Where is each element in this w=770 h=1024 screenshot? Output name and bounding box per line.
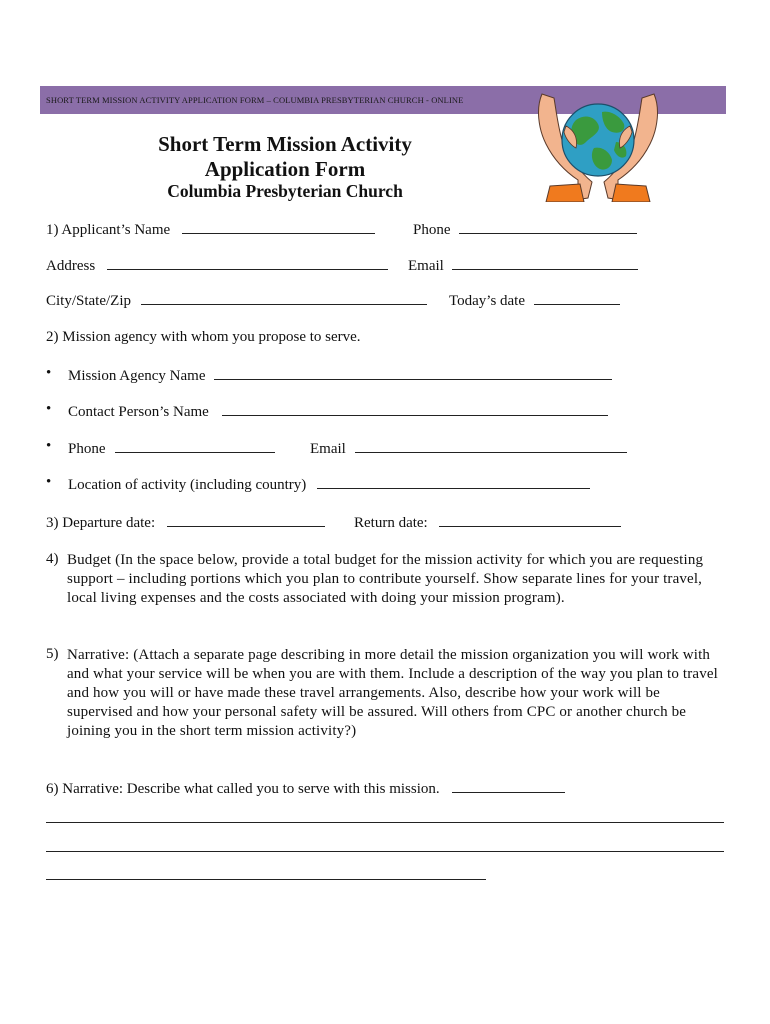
section6-label: 6) Narrative: Describe what called you to serve with this mission. [46,781,440,797]
agency-name-field[interactable] [214,365,612,380]
narrative-instructions: Narrative: (Attach a separate page describing in more detail the mission organization you will work with and what your service will be when you are with them. Include a description of the way you plan to travel and how you will or have made these travel arrangements. Also, describe how your work will be supervised and how your personal safety will be assured. Will others from CPC or another church be joining you in the short term mission activity?) [67,647,718,739]
applicant-name-row [46,219,375,239]
date-row [449,290,620,310]
return-date-field[interactable] [439,512,621,527]
todays-date-label: Today’s date [449,293,526,309]
address-label: Address [46,258,96,274]
location-label: Location of activity (including country) [68,477,307,493]
return-date-label: Return date: [354,515,428,531]
agency-phone-row [68,438,275,458]
todays-date-field[interactable] [534,290,620,305]
location-row [68,474,590,494]
email-label: Email [408,258,444,274]
address-row [46,255,388,275]
departure-date-field[interactable] [167,512,325,527]
bullet-icon: • [46,438,52,454]
budget-instructions: Budget (In the space below, provide a total budget for the mission activity for which you are requesting support – including portions which you plan to contribute yourself. Show separate lines for your travel, local living expenses and the costs associated with doing your mission program). [67,552,704,606]
phone-label: Phone [413,222,451,238]
address-field[interactable] [107,255,388,270]
banner-text: SHORT TERM MISSION ACTIVITY APPLICATION FORM – COLUMBIA PRESBYTERIAN CHURCH - ONLINE [46,95,464,105]
departure-row [46,512,325,532]
email-row [408,255,638,275]
contact-name-label: Contact Person’s Name [68,404,209,420]
city-label: City/State/Zip [46,293,131,309]
hands-holding-globe-icon [532,86,664,202]
agency-phone-label: Phone [68,441,106,457]
location-field[interactable] [317,474,590,489]
bullet-icon: • [46,365,52,381]
section2-heading: 2) Mission agency with whom you propose to serve. [46,329,361,345]
bullet-icon: • [46,401,52,417]
narrative-line[interactable] [46,879,486,880]
agency-email-row [310,438,627,458]
section6-row [46,778,565,798]
narrative-line[interactable] [46,822,724,823]
email-field[interactable] [452,255,638,270]
applicant-name-field[interactable] [182,219,375,234]
city-field[interactable] [141,290,427,305]
narrative-line[interactable] [46,851,724,852]
form-title: Short Term Mission Activity [158,132,412,156]
departure-date-label: 3) Departure date: [46,515,156,531]
agency-email-label: Email [310,441,346,457]
contact-name-field[interactable] [222,401,608,416]
agency-email-field[interactable] [355,438,627,453]
agency-phone-field[interactable] [115,438,275,453]
contact-row [68,401,608,421]
phone-field[interactable] [459,219,637,234]
phone-row [413,219,637,239]
agency-name-label: Mission Agency Name [68,368,206,384]
return-row [354,512,621,532]
city-row [46,290,427,310]
section4-number: 4) [46,551,59,567]
agency-row [68,365,612,385]
applicant-name-label: 1) Applicant’s Name [46,222,171,238]
church-name: Columbia Presbyterian Church [167,181,403,201]
section5-number: 5) [46,646,59,662]
form-subtitle: Application Form [204,157,366,181]
bullet-icon: • [46,474,52,490]
narrative-field-start[interactable] [452,778,565,793]
